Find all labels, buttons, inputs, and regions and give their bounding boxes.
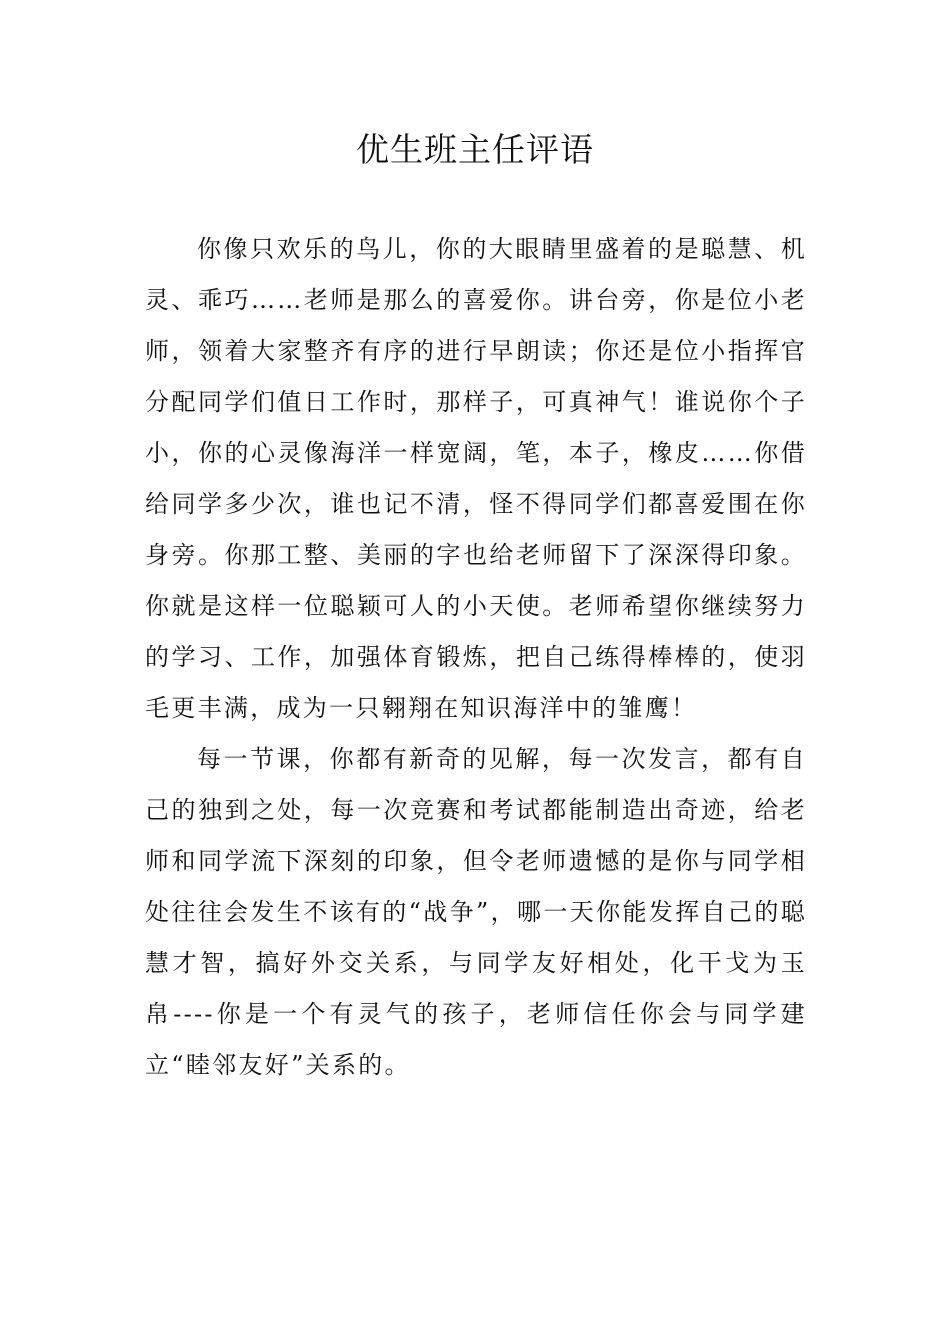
document-body [145, 224, 807, 1091]
document-title: 优生班主任评语 [356, 130, 594, 169]
paragraph-1: 你像只欢乐的鸟儿，你的大眼睛里盛着的是聪慧、机灵、乖巧……老师是那么的喜爱你。讲台旁，你是位小老师，领着大家整齐有序的进行早朗读；你还是位小指挥官分配同学们值日工作时，那样子，可真神气！谁说你个子小，你的心灵像海洋一样宽阔，笔，本子，橡皮……你借给同学多少次，谁也记不清，怪不得同学们都喜爱围在你身旁。你那工整、美丽的字也给老师留下了深深得印象。你就是这样一位聪颖可人的小天使。老师希望你继续努力的学习、工作，加强体育锻炼，把自己练得棒棒的，使羽毛更丰满，成为一只翱翔在知识海洋中的雏鹰！ [145, 235, 807, 722]
paragraph-2: 每一节课，你都有新奇的见解，每一次发言，都有自己的独到之处，每一次竞赛和考试都能制造出奇迹，给老师和同学流下深刻的印象，但令老师遗憾的是你与同学相处往往会发生不该有的“战争”，哪一天你能发挥自己的聪慧才智，搞好外交关系，与同学友好相处，化干戈为玉帛----你是一个有灵气的孩子，老师信任你会与同学建立“睦邻友好”关系的。 [145, 745, 807, 1079]
